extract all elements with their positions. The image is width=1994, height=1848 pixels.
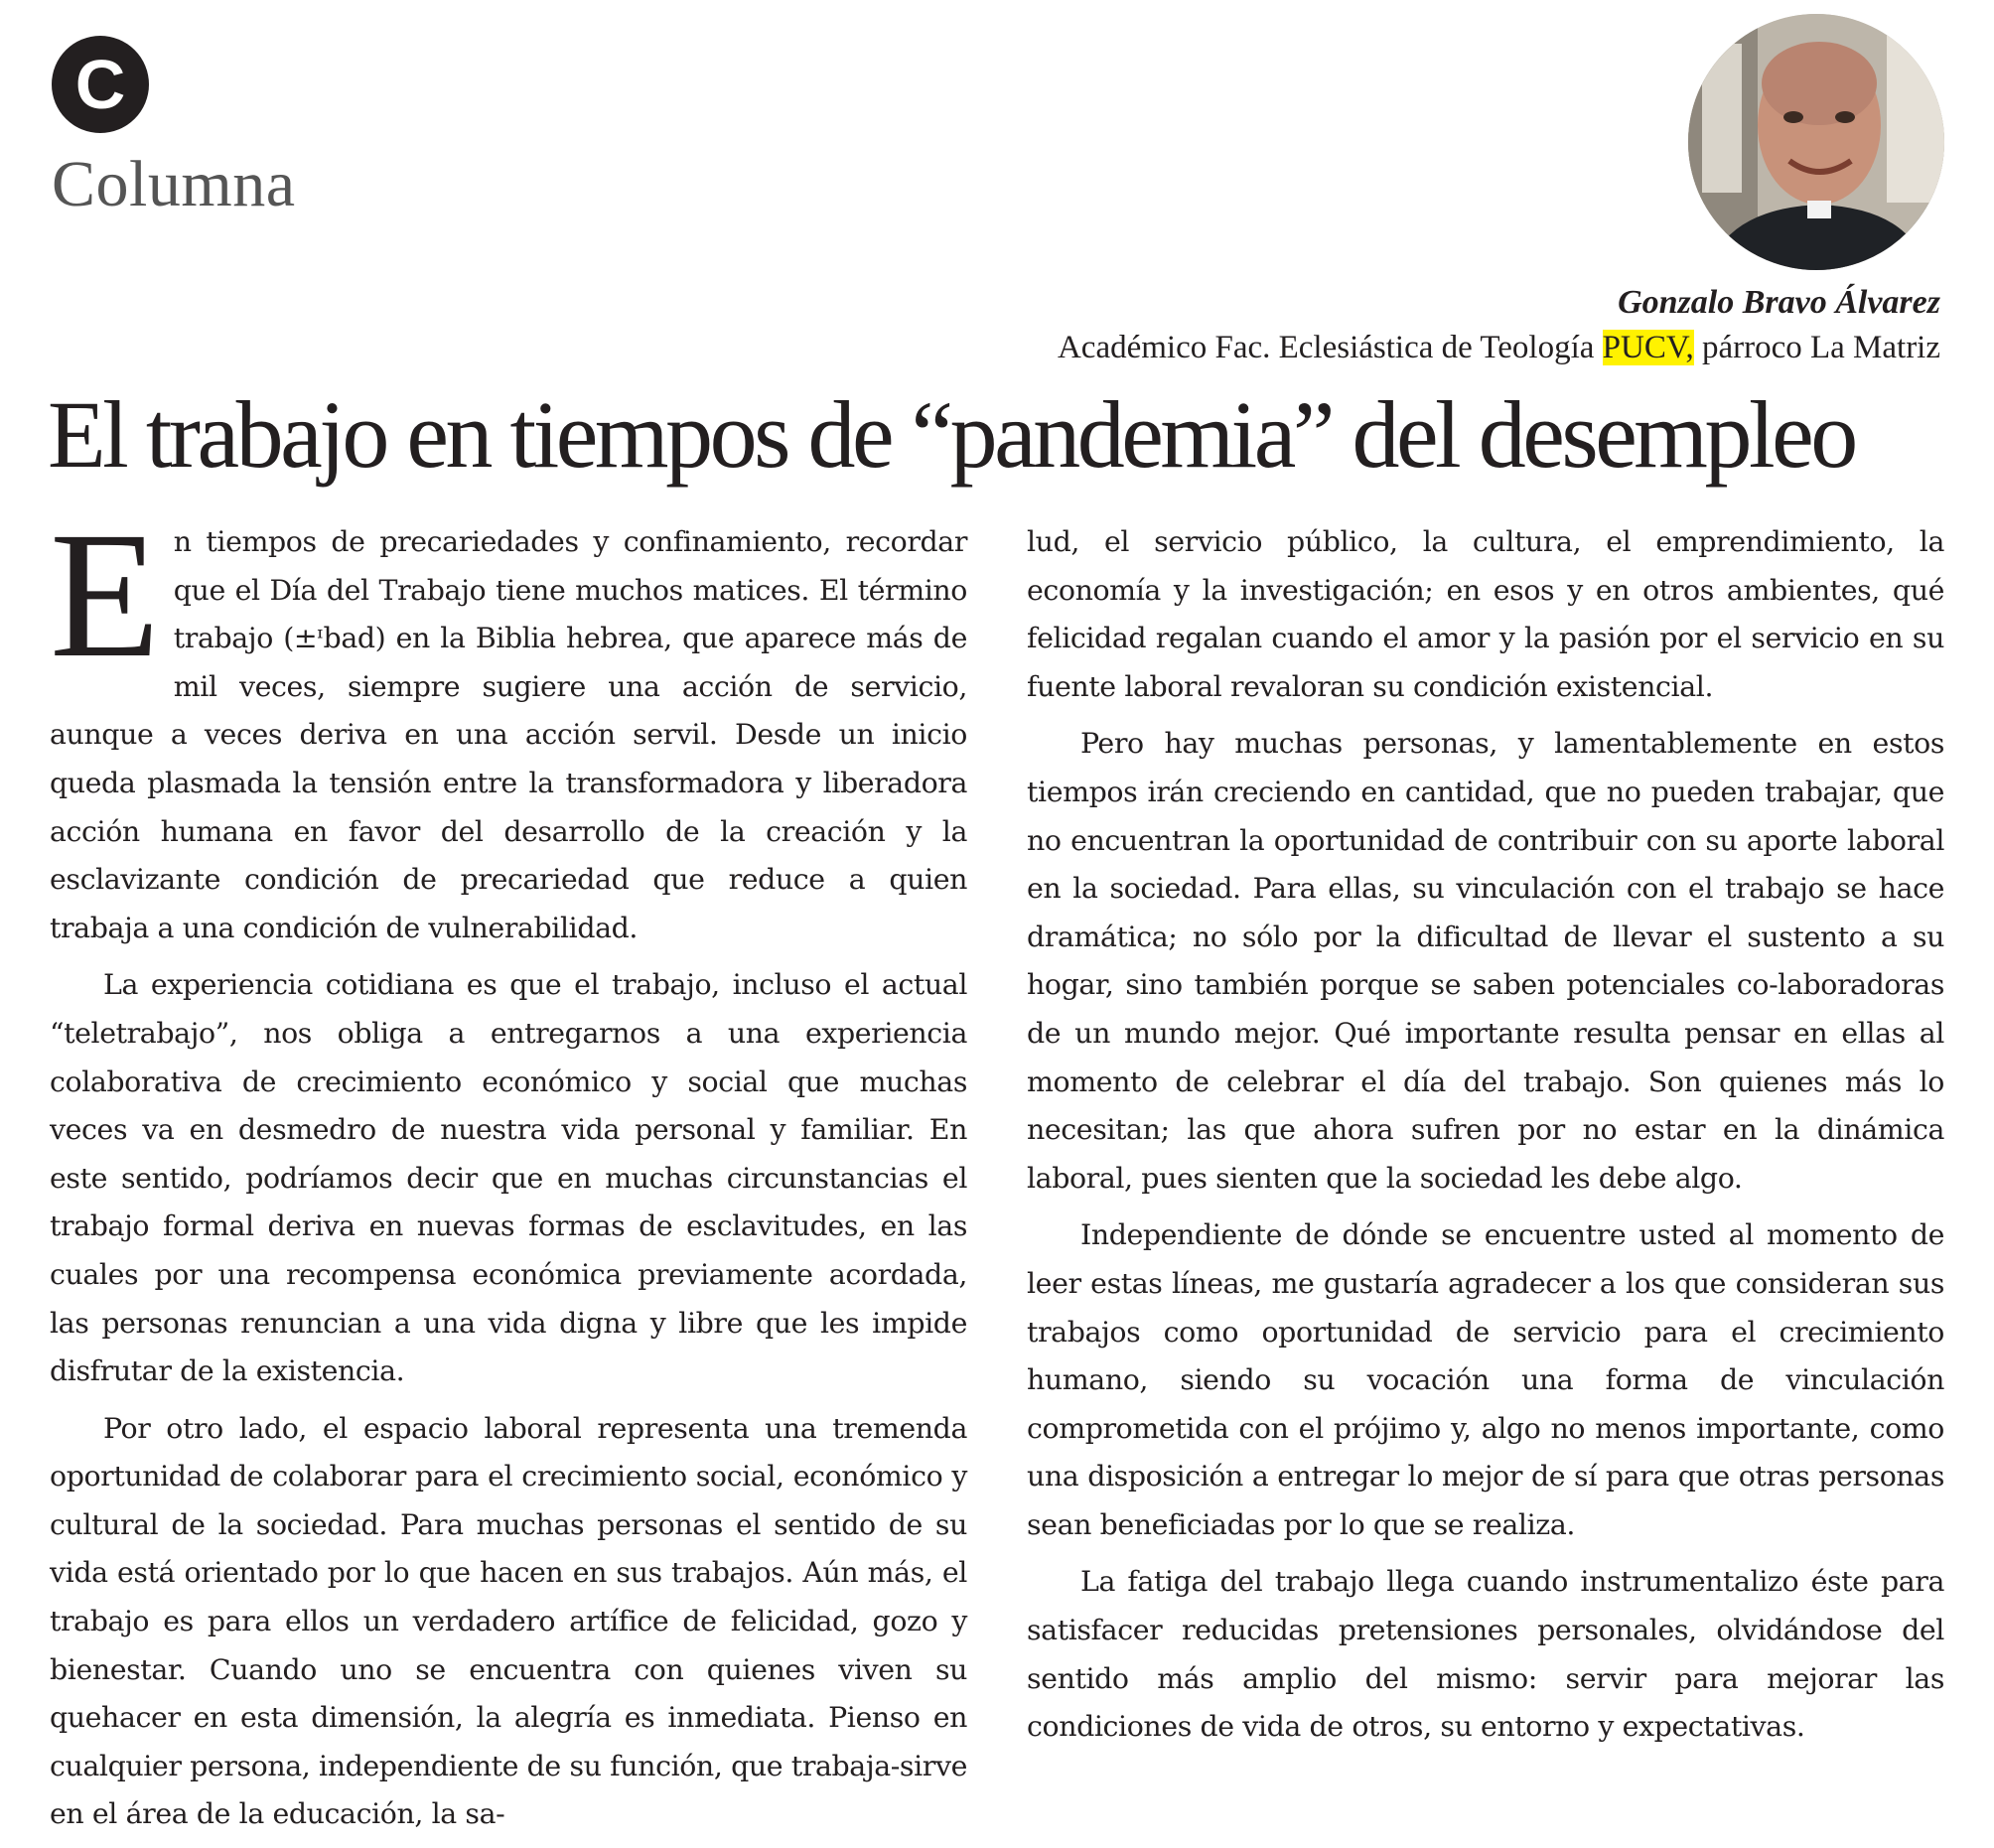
author-role-highlight: PUCV, xyxy=(1602,330,1694,365)
author-role-text-end: párroco La Matriz xyxy=(1693,330,1940,365)
headline: El trabajo en tiempos de “pandemia” del desempleo xyxy=(48,381,1855,488)
author-photo xyxy=(1688,14,1944,270)
author-name: Gonzalo Bravo Álvarez xyxy=(1618,284,1940,321)
article-column-right xyxy=(1027,518,1944,1761)
paragraph xyxy=(50,496,967,952)
paragraph: La fatiga del trabajo llega cuando instrumentalizo éste para satisfacer reducidas pretensiones personales, olvidándose del sentido más amplio del mismo: servir para mejorar las condiciones de vida de otros, su entorno y expectativas. xyxy=(1027,1565,1944,1744)
section-label: Columna xyxy=(52,148,296,220)
paragraph: Por otro lado, el espacio laboral representa una tremenda oportunidad de colaborar para el crecimiento social, económico y cultural de la sociedad. Para muchas personas el sentido de su vida está orientado por lo que hacen en sus trabajos. Aún más, el trabajo es para ellos un verdadero artífice de felicidad, gozo y bienestar. Cuando uno se encuentra con quienes viven su quehacer en esta dimensión, la alegría es inmediata. Pienso en cualquier persona, independiente de su función, que trabaja-sirve en el área de la educación, la sa- xyxy=(50,1411,967,1831)
paragraph: La experiencia cotidiana es que el trabajo, incluso el actual “teletrabajo”, nos obliga a entregarnos a una experiencia colaborativa de crecimiento económico y social que muchas veces va en desmedro de nuestra vida personal y familiar. En este sentido, podríamos decir que en muchas circunstancias el trabajo formal deriva en nuevas formas de esclavitudes, en las cuales por una recompensa económica previamente acordada, las personas renuncian a una vida digna y libre que les impide disfrutar de la existencia. xyxy=(50,968,967,1388)
paragraph-text: n tiempos de precariedades y confinamiento, recordar que el Día del Trabajo tiene muchos matices. El término trabajo (±ᶦbad) en la Biblia hebrea, que aparece más de mil veces, siempre sugiere una acción de servicio, aunque a veces deriva en una acción servil. Desde un inicio queda plasmada la tensión entre la transformadora y liberadora acción humana en favor del desarrollo de la creación y la esclavizante condición de precariedad que reduce a quien trabaja a una condición de vulnerabilidad. xyxy=(50,525,967,944)
paragraph: lud, el servicio público, la cultura, el emprendimiento, la economía y la investigación; en esos y en otros ambientes, qué felicidad regalan cuando el amor y la pasión por el servicio en su fuente laboral revaloran su condición existencial. xyxy=(1027,525,1944,703)
paragraph: Independiente de dónde se encuentre usted al momento de leer estas líneas, me gustaría agradecer a los que consideran sus trabajos como oportunidad de servicio para el crecimiento humano, siendo su vocación una forma de vinculación comprometida con el prójimo y, algo no menos importante, como una disposición a entregar lo mejor de sí para que otras personas sean beneficiadas por lo que se realiza. xyxy=(1027,1218,1944,1541)
article-column-left xyxy=(50,496,967,1848)
author-role xyxy=(1058,330,1940,366)
author-role-text: Académico Fac. Eclesiástica de Teología xyxy=(1057,330,1603,365)
paragraph: Pero hay muchas personas, y lamentablemente en estos tiempos irán creciendo en cantidad, que no pueden trabajar, que no encuentran la oportunidad de contribuir con su aporte laboral en la sociedad. Para ellas, su vinculación con el trabajo se hace dramática; no sólo por la dificultad de llevar el sustento a su hogar, sino también porque se saben potenciales co-laboradoras de un mundo mejor. Qué importante resulta pensar en ellas al momento de celebrar el día del trabajo. Son quienes más lo necesitan; las que ahora sufren por no estar en la dinámica laboral, pues sienten que la sociedad les debe algo. xyxy=(1027,727,1944,1195)
author-portrait-icon xyxy=(1688,14,1944,270)
drop-cap: E xyxy=(50,496,160,695)
section-badge: C xyxy=(52,36,149,133)
